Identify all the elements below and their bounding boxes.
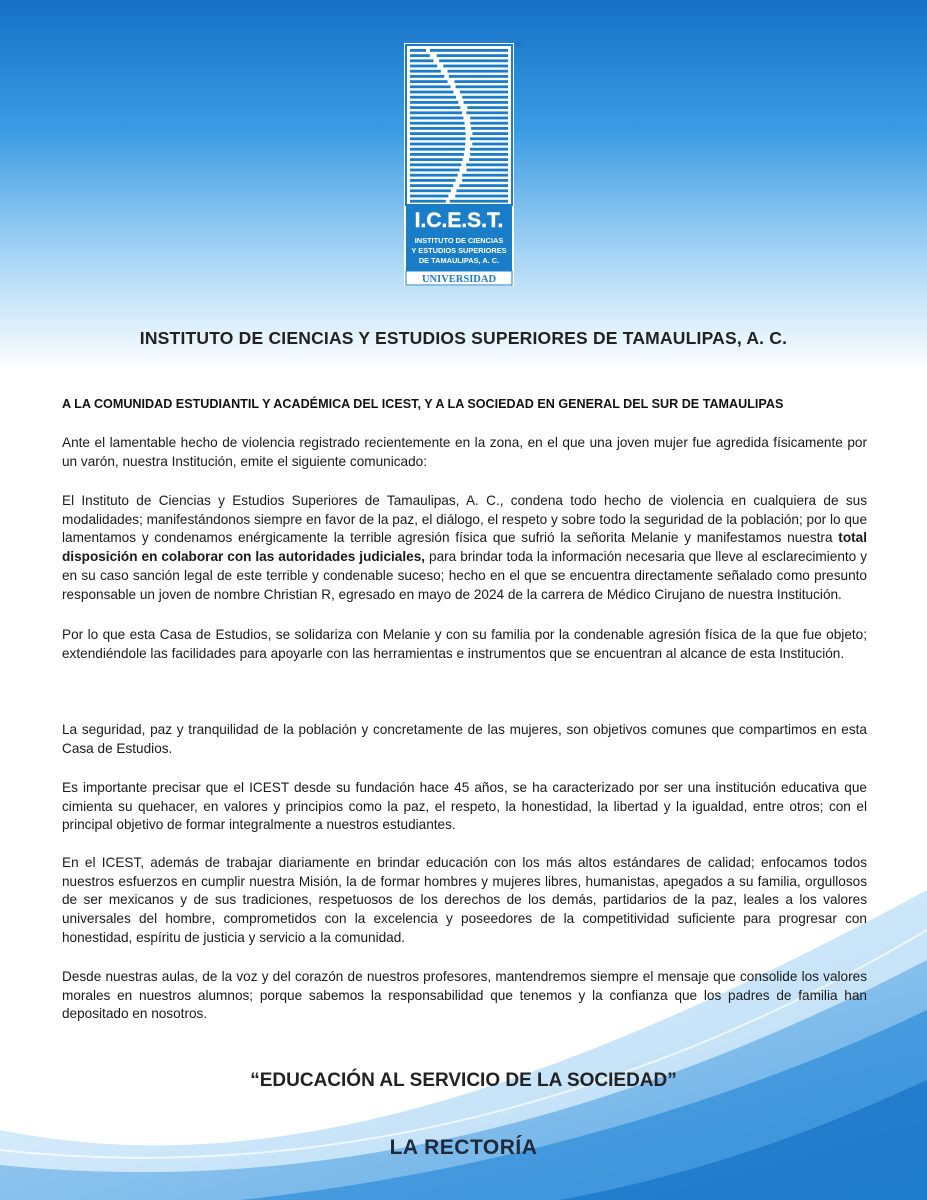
logo-stripe [467,106,508,109]
logo-stripe [410,189,451,192]
logo-stripe [410,75,444,78]
logo-line-3: DE TAMAULIPAS, A. C. [418,256,500,265]
logo-stripe [456,189,508,192]
logo-stripe [471,127,508,130]
logo-stripe [460,91,508,94]
paragraph-values: Es importante precisar que el ICEST desde su fundación hace 45 años, se ha caracterizado por ser una institución educativa que cimienta su quehacer, en valores y principios como la paz, el respeto, la honestidad, la libertad y la igualdad, entre otros; con el principal objetivo de formar integralmente a nuestros estudiantes. [62,780,867,833]
logo-stripe [410,127,465,130]
signature: LA RECTORÍA [389,1136,538,1159]
logo-stripe [470,117,508,120]
logo-stripe [410,148,465,151]
paragraph-security: La seguridad, paz y tranquilidad de la población y concretamente de las mujeres, son objetivos comunes que compartimos en esta Casa de Estudios. [62,722,867,756]
logo-stripe [410,49,426,52]
logo-stripe [410,54,430,57]
logo-stripe [410,65,437,68]
logo-stripe [455,80,508,83]
logo-stripe [410,153,464,156]
logo-stripe [410,143,465,146]
logo-stripe [466,163,508,166]
logo-stripe [410,59,434,62]
logo-stripe [410,200,446,203]
logo-line-2: Y ESTUDIOS SUPERIORES [411,246,507,255]
logo-stripe [430,49,508,52]
logo-stripe [410,80,448,83]
logo-stripe [449,75,508,78]
logo-stripe [410,184,453,187]
logo-stripe [410,122,465,125]
paragraph-intro: Ante el lamentable hecho de violencia registrado recientemente en la zona, en el que una joven mujer fue agredida físicamente por un varón, nuestra Institución, emite el siguiente comunicado: [62,435,867,469]
logo-stripe [462,174,508,177]
logo-stripe [410,85,451,88]
logo-stripe [470,137,508,140]
motto: “EDUCACIÓN AL SERVICIO DE LA SOCIEDAD” [250,1070,677,1091]
addressee: A LA COMUNIDAD ESTUDIANTIL Y ACADÉMICA DEL ICEST, Y A LA SOCIEDAD EN GENERAL DEL SUR DE TAMAULIPAS [62,397,784,411]
icest-logo [404,43,514,286]
logo-stripe [470,148,508,151]
logo-stripe [410,169,460,172]
logo-stripe [467,169,508,172]
institution-name: INSTITUTO DE CIENCIAS Y ESTUDIOS SUPERIORES DE TAMAULIPAS, A. C. [139,328,788,348]
logo-stripe [410,137,466,140]
logo-stripe [469,158,508,161]
paragraph-solidarity: Por lo que esta Casa de Estudios, se solidariza con Melanie y con su familia por la condenable agresión física de la que fue objeto; extendiéndole las facilidades para apoyarle con las herramientas e instrumentos que se encuentran al alcance de esta Institución. [62,627,867,661]
logo-line-1: INSTITUTO DE CIENCIAS [414,236,504,245]
logo-stripe [410,96,456,99]
logo-stripe [472,132,508,135]
logo-stripe [470,122,508,125]
logo-stripe [410,111,462,114]
logo-stripe [410,70,441,73]
paragraph-mission: En el ICEST, además de trabajar diariamente en brindar educación con los más altos estándares de calidad; enfocamos todos nuestros esfuerzos en cumplir nuestra Misión, la de formar hombres y mujeres libres, humanistas, apegados a su familia, orgullosos de ser mexicanos y de sus tradiciones, respetuosos de los derechos de los demás, partidarios de la paz, leales a los valores universales del hombre, comprometidos con la excelencia y poseedores de la competitividad suficiente para progresar con honestidad, espíritu de justicia y servicio a la comunidad. [62,855,867,945]
logo-stripe [410,117,463,120]
paragraph-condemnation-text-b: para brindar toda la información necesaria que lleve al esclarecimiento y en su caso sanción legal de este terrible y condenable suceso; hecho en el que se encuentra directamente señalado como presunto responsable un joven de nombre Christian R, egresado en mayo de 2024 de la carrera de Médico Cirujano de nuestra Institución. [62,549,867,602]
logo-stripe [410,195,448,198]
logo-stripe [466,111,508,114]
logo-stripe [410,91,453,94]
logo-stripe [439,59,508,62]
logo-acronym: I.C.E.S.T. [414,209,504,232]
logo-stripe [410,132,466,135]
logo-stripe [437,54,508,57]
paragraph-closing: Desde nuestras aulas, de la voz y del corazón de nuestros profesores, mantendremos siempre el mensaje que consolide los valores morales en nuestros alumnos; porque sabemos la responsabilidad que tenemos y la confianza que los padres de familia han depositado en nosotros. [62,969,867,1022]
logo-stripe [470,153,508,156]
paragraph-condemnation-emphasis: total disposición en colaborar con las autoridades judiciales, [62,530,867,565]
paragraph-condemnation [62,492,867,604]
logo-stripe [410,106,460,109]
logo-stripe [464,101,508,104]
logo-stripe [443,65,508,68]
logo-stripe [456,85,508,88]
logo-stripe [459,184,508,187]
paragraph-condemnation-text-a: El Instituto de Ciencias y Estudios Superiores de Tamaulipas, A. C., condena todo hecho de violencia en cualquiera de sus modalidades; manifestándonos siempre en favor de la paz, el diálogo, el respeto y sobre todo la seguridad de la población; por lo que lamentamos y condenamos enérgicamente la terrible agresión física que sufrió la señorita Melanie y manifestamos nuestra [62,493,867,546]
logo-stripe [462,179,508,182]
logo-stripe [410,174,458,177]
logo-stripe [410,158,463,161]
logo-stripe [447,70,508,73]
logo-university: UNIVERSIDAD [421,274,497,285]
logo-stripe [410,101,458,104]
logo-stripe [462,96,508,99]
logo-stripe [410,163,461,166]
registered-mark: ® [515,40,522,50]
logo-stripe [450,200,508,203]
logo-stripe [410,179,456,182]
logo-stripe [472,143,508,146]
logo-stripe [455,195,508,198]
